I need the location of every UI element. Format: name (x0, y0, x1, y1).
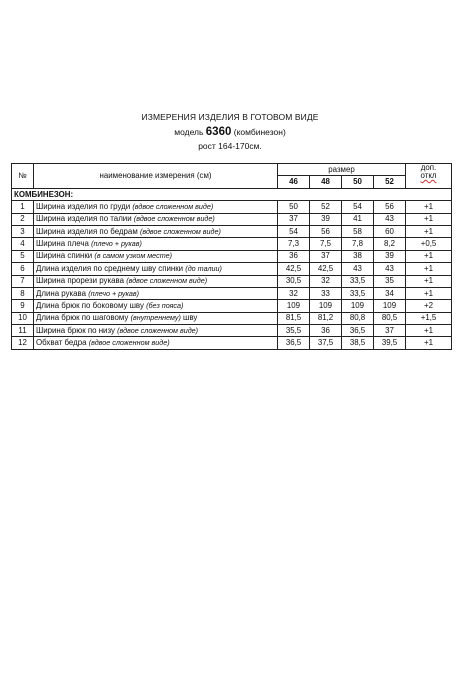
tolerance-value: +1 (406, 225, 452, 237)
tolerance-value: +1 (406, 213, 452, 225)
section-title: КОМБИНЕЗОН: (12, 188, 452, 200)
tolerance-value: +1 (406, 201, 452, 213)
value-size-48: 56 (310, 225, 342, 237)
header-measurement-name: наименование измерения (см) (34, 164, 278, 189)
size-header-46: 46 (278, 176, 310, 188)
value-size-46: 30,5 (278, 275, 310, 287)
value-size-46: 36 (278, 250, 310, 262)
row-number: 6 (12, 263, 34, 275)
tolerance-value: +1 (406, 263, 452, 275)
measurements-table (11, 163, 452, 350)
value-size-52: 37 (374, 325, 406, 337)
measurement-name (34, 238, 278, 250)
value-size-48: 32 (310, 275, 342, 287)
table-row (12, 275, 452, 287)
table-row (12, 325, 452, 337)
measurement-name (34, 325, 278, 337)
size-header-50: 50 (342, 176, 374, 188)
table-row (12, 238, 452, 250)
row-number: 8 (12, 287, 34, 299)
measurement-note: (вдвое сложенном виде) (117, 325, 199, 335)
value-size-52: 80,5 (374, 312, 406, 324)
value-size-52: 35 (374, 275, 406, 287)
value-size-48: 33 (310, 287, 342, 299)
value-size-52: 39 (374, 250, 406, 262)
value-size-50: 38 (342, 250, 374, 262)
value-size-48: 109 (310, 300, 342, 312)
measurement-label: Длина брюк по боковому шву (36, 301, 144, 311)
value-size-50: 36,5 (342, 325, 374, 337)
measurement-name (34, 275, 278, 287)
value-size-48: 7,5 (310, 238, 342, 250)
value-size-52: 34 (374, 287, 406, 299)
measurement-label: Длина рукава (36, 288, 87, 298)
size-header-52: 52 (374, 176, 406, 188)
row-number: 10 (12, 312, 34, 324)
tolerance-value: +1,5 (406, 312, 452, 324)
measurement-label: Ширина спинки (36, 251, 93, 261)
value-size-52: 43 (374, 263, 406, 275)
value-size-52: 56 (374, 201, 406, 213)
header-number: № (12, 164, 34, 189)
value-size-46: 37 (278, 213, 310, 225)
measurement-name (34, 225, 278, 237)
row-number: 4 (12, 238, 34, 250)
measurement-name (34, 300, 278, 312)
value-size-46: 81,5 (278, 312, 310, 324)
value-size-46: 35,5 (278, 325, 310, 337)
value-size-48: 36 (310, 325, 342, 337)
measurement-note: (вдвое сложенном виде) (126, 276, 208, 286)
measurement-note: (в самом узком месте) (94, 251, 173, 261)
table-row (12, 287, 452, 299)
measurement-note: (плечо + рукав) (88, 288, 140, 298)
value-size-48: 81,2 (310, 312, 342, 324)
value-size-46: 109 (278, 300, 310, 312)
tolerance-value: +2 (406, 300, 452, 312)
row-number: 3 (12, 225, 34, 237)
measurement-name (34, 312, 278, 324)
measurement-label: Длина изделия по среднему шву спинки (36, 263, 184, 273)
value-size-48: 52 (310, 201, 342, 213)
header-size: размер (278, 164, 406, 176)
measurement-name (34, 263, 278, 275)
row-number: 7 (12, 275, 34, 287)
row-number: 2 (12, 213, 34, 225)
measurement-name (34, 337, 278, 349)
table-row (12, 312, 452, 324)
row-number: 5 (12, 250, 34, 262)
header-tolerance-line1: доп. (420, 163, 437, 172)
value-size-50: 7,8 (342, 238, 374, 250)
row-number: 9 (12, 300, 34, 312)
value-size-50: 58 (342, 225, 374, 237)
row-number: 11 (12, 325, 34, 337)
value-size-48: 37,5 (310, 337, 342, 349)
measurement-note: (внутреннему) (130, 313, 181, 323)
tolerance-value: +1 (406, 325, 452, 337)
table-row (12, 250, 452, 262)
size-header-48: 48 (310, 176, 342, 188)
value-size-50: 41 (342, 213, 374, 225)
measurement-label: Ширина изделия по бедрам (36, 226, 138, 236)
model-type: (комбинезон) (233, 127, 286, 137)
table-row (12, 337, 452, 349)
value-size-50: 38,5 (342, 337, 374, 349)
measurement-label: Ширина плеча (36, 239, 89, 249)
model-label: модель (174, 127, 204, 137)
measurement-note: (вдвое сложенном виде) (139, 226, 221, 236)
value-size-52: 43 (374, 213, 406, 225)
measurement-note: (вдвое сложенном виде) (132, 201, 214, 211)
value-size-46: 54 (278, 225, 310, 237)
measurement-label: Длина брюк по шаговому (36, 313, 129, 323)
measurement-note: (плечо + рукав) (91, 239, 142, 249)
value-size-50: 33,5 (342, 287, 374, 299)
value-size-46: 36,5 (278, 337, 310, 349)
tolerance-value: +1 (406, 250, 452, 262)
value-size-46: 32 (278, 287, 310, 299)
value-size-48: 42,5 (310, 263, 342, 275)
measurement-note: (до талии) (185, 263, 222, 273)
value-size-50: 54 (342, 201, 374, 213)
measurement-label: Ширина прорези рукава (36, 276, 124, 286)
table-row (12, 213, 452, 225)
measurement-label: Обхват бедра (36, 338, 87, 348)
measurement-label: Ширина изделия по груди (36, 201, 131, 211)
table-row (12, 201, 452, 213)
measurement-name (34, 287, 278, 299)
value-size-50: 33,5 (342, 275, 374, 287)
value-size-52: 39,5 (374, 337, 406, 349)
value-size-46: 42,5 (278, 263, 310, 275)
table-row (12, 263, 452, 275)
tolerance-value: +1 (406, 287, 452, 299)
measurement-note: (вдвое сложенном виде) (88, 338, 170, 348)
measurement-note: (вдвое сложенном виде) (133, 214, 215, 224)
model-number: 6360 (205, 126, 232, 138)
value-size-48: 39 (310, 213, 342, 225)
value-size-52: 109 (374, 300, 406, 312)
value-size-50: 109 (342, 300, 374, 312)
measurement-name (34, 250, 278, 262)
value-size-46: 7,3 (278, 238, 310, 250)
row-number: 1 (12, 201, 34, 213)
value-size-50: 80,8 (342, 312, 374, 324)
tolerance-value: +0,5 (406, 238, 452, 250)
header-tolerance (406, 164, 452, 189)
height-range: рост 164-170см. (198, 141, 262, 151)
document-title: ИЗМЕРЕНИЯ ИЗДЕЛИЯ В ГОТОВОМ ВИДЕ (141, 112, 319, 122)
tolerance-value: +1 (406, 275, 452, 287)
measurement-label: Ширина брюк по низу (36, 325, 115, 335)
measurement-label: Ширина изделия по талии (36, 214, 132, 224)
model-line (0, 126, 460, 138)
value-size-48: 37 (310, 250, 342, 262)
table-row (12, 300, 452, 312)
value-size-46: 50 (278, 201, 310, 213)
row-number: 12 (12, 337, 34, 349)
value-size-50: 43 (342, 263, 374, 275)
measurement-note: (без пояса) (146, 301, 184, 311)
measurement-tail: шву (180, 313, 198, 323)
measurement-name (34, 213, 278, 225)
measurement-name (34, 201, 278, 213)
header-tolerance-line2: откл (420, 170, 437, 180)
value-size-52: 60 (374, 225, 406, 237)
table-row (12, 225, 452, 237)
value-size-52: 8,2 (374, 238, 406, 250)
tolerance-value: +1 (406, 337, 452, 349)
